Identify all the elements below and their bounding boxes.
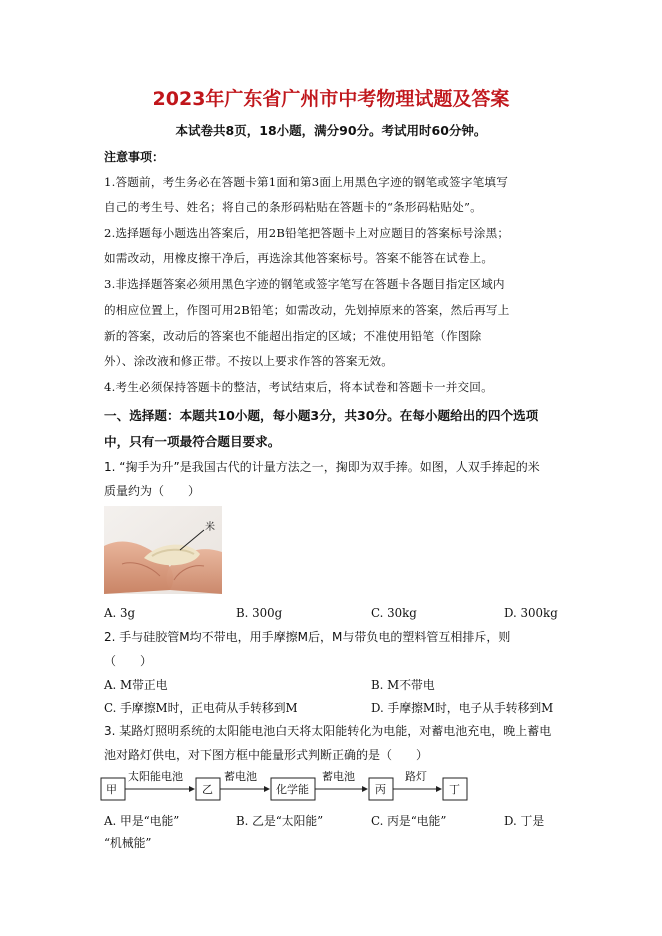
option-d: D. 丁是	[504, 814, 545, 828]
section-heading: 一、选择题：本题共10小题，每小题3分，共30分。在每小题给出的四个选项	[104, 408, 539, 423]
note-line: 2.选择题每小题选出答案后，用2B铅笔把答题卡上对应题目的答案标号涂黑；	[104, 226, 510, 240]
energy-flow-diagram	[100, 770, 480, 802]
flow-box-label: 化学能	[276, 783, 309, 796]
page-title: 2023年广东省广州市中考物理试题及答案	[152, 88, 510, 110]
notes-heading: 注意事项：	[104, 150, 165, 164]
flow-arrow-label: 蓄电池	[322, 770, 355, 783]
question-2-text: （ ）	[104, 654, 153, 668]
flow-box-label: 丙	[375, 783, 386, 796]
flow-arrow-label: 太阳能电池	[128, 770, 183, 783]
flow-box-label: 乙	[202, 783, 213, 796]
option-a: A. 3g	[104, 606, 136, 620]
flow-arrow-label: 蓄电池	[224, 770, 257, 783]
option-b: B. 300g	[236, 606, 283, 620]
option-d: D. 手摩擦M时，电子从手转移到M	[371, 701, 554, 715]
question-1-text: 质量约为（ ）	[104, 484, 201, 498]
note-line: 自己的考生号、姓名；将自己的条形码粘贴在答题卡的“条形码粘贴处”。	[104, 200, 482, 214]
question-1-text: 1. “掬手为升”是我国古代的计量方法之一，掬即为双手捧。如图，人双手捧起的米	[104, 460, 540, 474]
flow-box-label: 丁	[449, 783, 460, 796]
question-2-text: 2. 手与硅胶管M均不带电，用手摩擦M后，M与带负电的塑料管互相排斥，则	[104, 630, 511, 644]
note-line: 新的答案，改动后的答案也不能超出指定的区域；不准使用铅笔（作图除	[104, 329, 482, 343]
flow-arrow-label: 路灯	[405, 770, 427, 783]
option-b: B. M不带电	[371, 678, 435, 692]
exam-info: 本试卷共8页，18小题，满分90分。考试用时60分钟。	[175, 123, 487, 138]
note-line: 3.非选择题答案必须用黑色字迹的钢笔或签字笔写在答题卡各题目指定区域内	[104, 277, 505, 291]
rice-in-hands-photo	[104, 506, 222, 594]
option-d-continued: “机械能”	[104, 836, 152, 850]
note-line: 4.考生必须保持答题卡的整洁，考试结束后，将本试卷和答题卡一并交回。	[104, 380, 493, 394]
note-line: 的相应位置上，作图可用2B铅笔；如需改动，先划掉原来的答案，然后再写上	[104, 303, 510, 317]
option-b: B. 乙是“太阳能”	[236, 814, 324, 828]
option-c: C. 丙是“电能”	[371, 814, 447, 828]
option-a: A. 甲是“电能”	[104, 814, 180, 828]
note-line: 外）、涂改液和修正带。不按以上要求作答的答案无效。	[104, 354, 394, 368]
note-line: 1.答题前，考生务必在答题卡第1面和第3面上用黑色字迹的钢笔或签字笔填写	[104, 175, 509, 189]
section-heading: 中，只有一项最符合题目要求。	[104, 434, 281, 449]
option-c: C. 手摩擦M时，正电荷从手转移到M	[104, 701, 298, 715]
option-a: A. M带正电	[104, 678, 168, 692]
flow-box-label: 甲	[106, 783, 117, 796]
option-c: C. 30kg	[371, 606, 417, 620]
rice-label: 米	[205, 522, 215, 533]
question-3-text: 池对路灯供电，对下图方框中能量形式判断正确的是（ ）	[104, 748, 429, 762]
question-3-text: 3. 某路灯照明系统的太阳能电池白天将太阳能转化为电能，对蓄电池充电，晚上蓄电	[104, 724, 552, 738]
option-d: D. 300kg	[504, 606, 558, 620]
note-line: 如需改动，用橡皮擦干净后，再选涂其他答案标号。答案不能答在试卷上。	[104, 251, 494, 265]
